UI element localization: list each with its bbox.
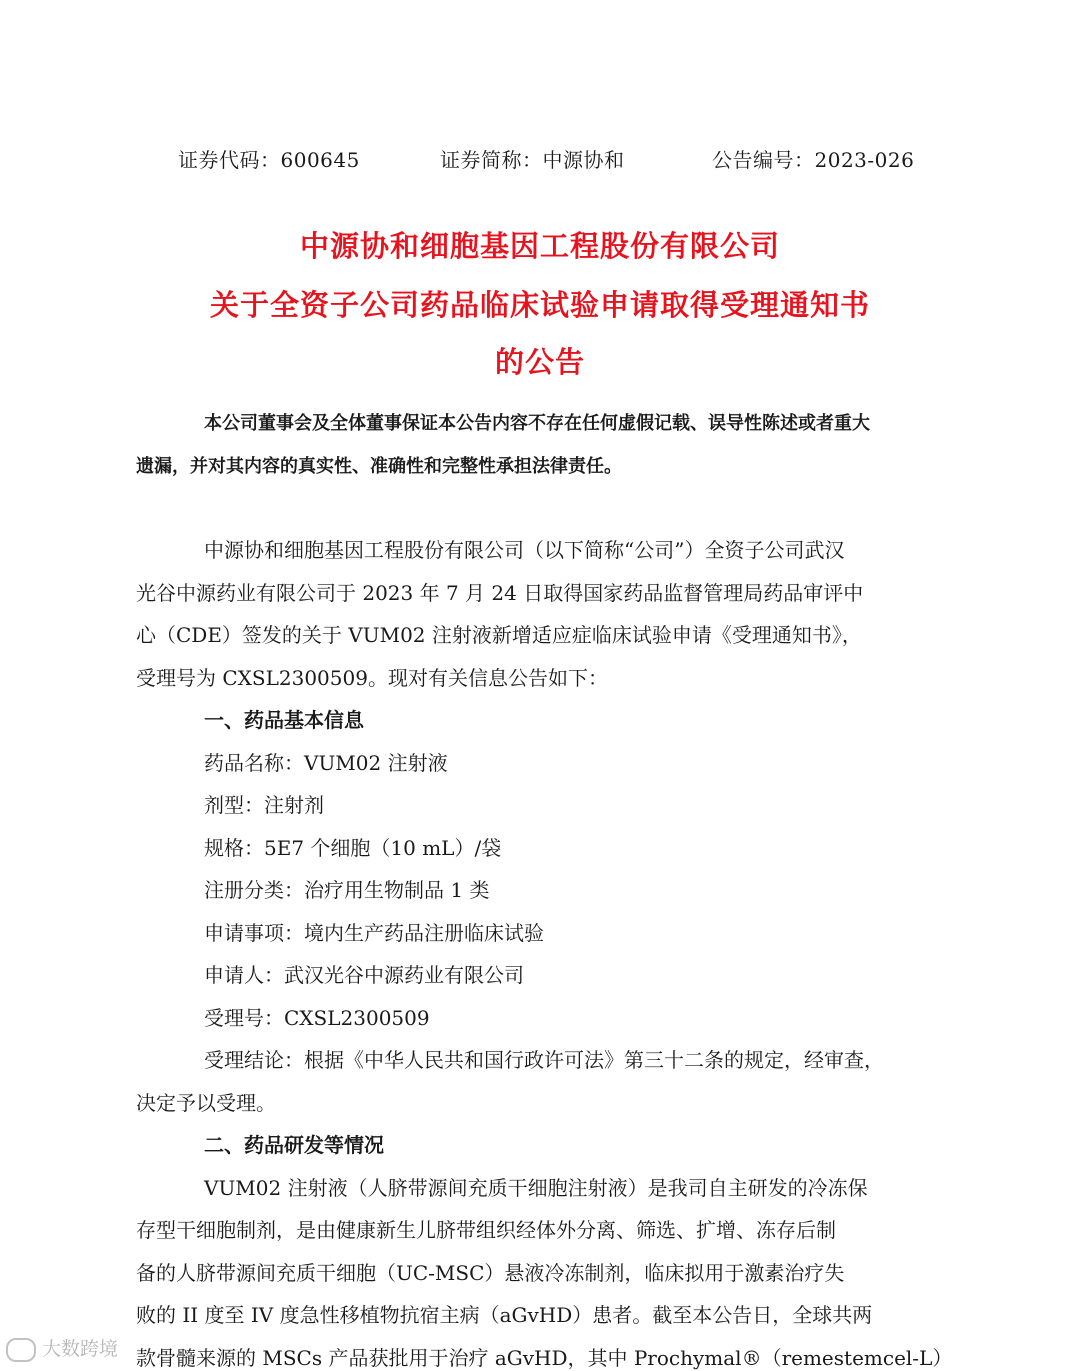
info-specification: 规格：5E7 个细胞（10 mL）/袋 xyxy=(204,836,502,860)
intro-line: 光谷中源药业有限公司于 2023 年 7 月 24 日取得国家药品监督管理局药品审评中 xyxy=(136,581,864,605)
conclusion-line: 受理结论：根据《中华人民共和国行政许可法》第三十二条的规定，经审查， xyxy=(204,1048,884,1072)
board-statement-line-1: 本公司董事会及全体董事保证本公告内容不存在任何虚假记载、误导性陈述或者重大 xyxy=(204,413,870,434)
intro-line: 受理号为 CXSL2300509。现对有关信息公告如下： xyxy=(136,666,608,690)
conclusion-line: 决定予以受理。 xyxy=(136,1091,276,1115)
title-line-3: 的公告 xyxy=(494,345,585,379)
info-drug-name: 药品名称：VUM02 注射液 xyxy=(204,751,448,775)
research-line: 存型干细胞制剂，是由健康新生儿脐带组织经体外分离、筛选、扩增、冻存后制 xyxy=(136,1218,836,1242)
announcement-number: 公告编号：2023-026 xyxy=(712,148,915,172)
title-line-1: 中源协和细胞基因工程股份有限公司 xyxy=(299,229,780,263)
info-application-item: 申请事项：境内生产药品注册临床试验 xyxy=(204,921,544,945)
security-code: 证券代码：600645 xyxy=(178,148,360,172)
watermark-logo-icon xyxy=(6,1338,36,1362)
watermark-text: 大数跨境 xyxy=(42,1338,119,1360)
watermark xyxy=(6,1334,118,1362)
section-heading-basic-info: 一、药品基本信息 xyxy=(204,708,364,732)
board-statement-line-2: 遗漏，并对其内容的真实性、准确性和完整性承担法律责任。 xyxy=(136,456,622,477)
research-line: 败的 II 度至 IV 度急性移植物抗宿主病（aGvHD）患者。截至本公告日，全球共两 xyxy=(136,1303,873,1327)
info-acceptance-number: 受理号：CXSL2300509 xyxy=(204,1006,430,1030)
intro-line: 中源协和细胞基因工程股份有限公司（以下简称“公司”）全资子公司武汉 xyxy=(204,538,845,562)
intro-line: 心（CDE）签发的关于 VUM02 注射液新增适应症临床试验申请《受理通知书》， xyxy=(136,623,862,647)
security-header xyxy=(0,144,1080,174)
info-dosage-form: 剂型：注射剂 xyxy=(204,793,324,817)
info-applicant: 申请人：武汉光谷中源药业有限公司 xyxy=(204,963,524,987)
section-heading-research: 二、药品研发等情况 xyxy=(204,1133,384,1157)
research-line: VUM02 注射液（人脐带源间充质干细胞注射液）是我司自主研发的冷冻保 xyxy=(204,1176,868,1200)
security-abbreviation: 证券简称：中源协和 xyxy=(440,148,625,172)
research-line: 备的人脐带源间充质干细胞（UC-MSC）悬液冷冻制剂，临床拟用于激素治疗失 xyxy=(136,1261,845,1285)
info-registration-class: 注册分类：治疗用生物制品 1 类 xyxy=(204,878,490,902)
research-line: 款骨髓来源的 MSCs 产品获批用于治疗 aGvHD，其中 Prochymal®（remestemcel-L） xyxy=(136,1346,953,1370)
title-line-2: 关于全资子公司药品临床试验申请取得受理通知书 xyxy=(209,288,870,322)
